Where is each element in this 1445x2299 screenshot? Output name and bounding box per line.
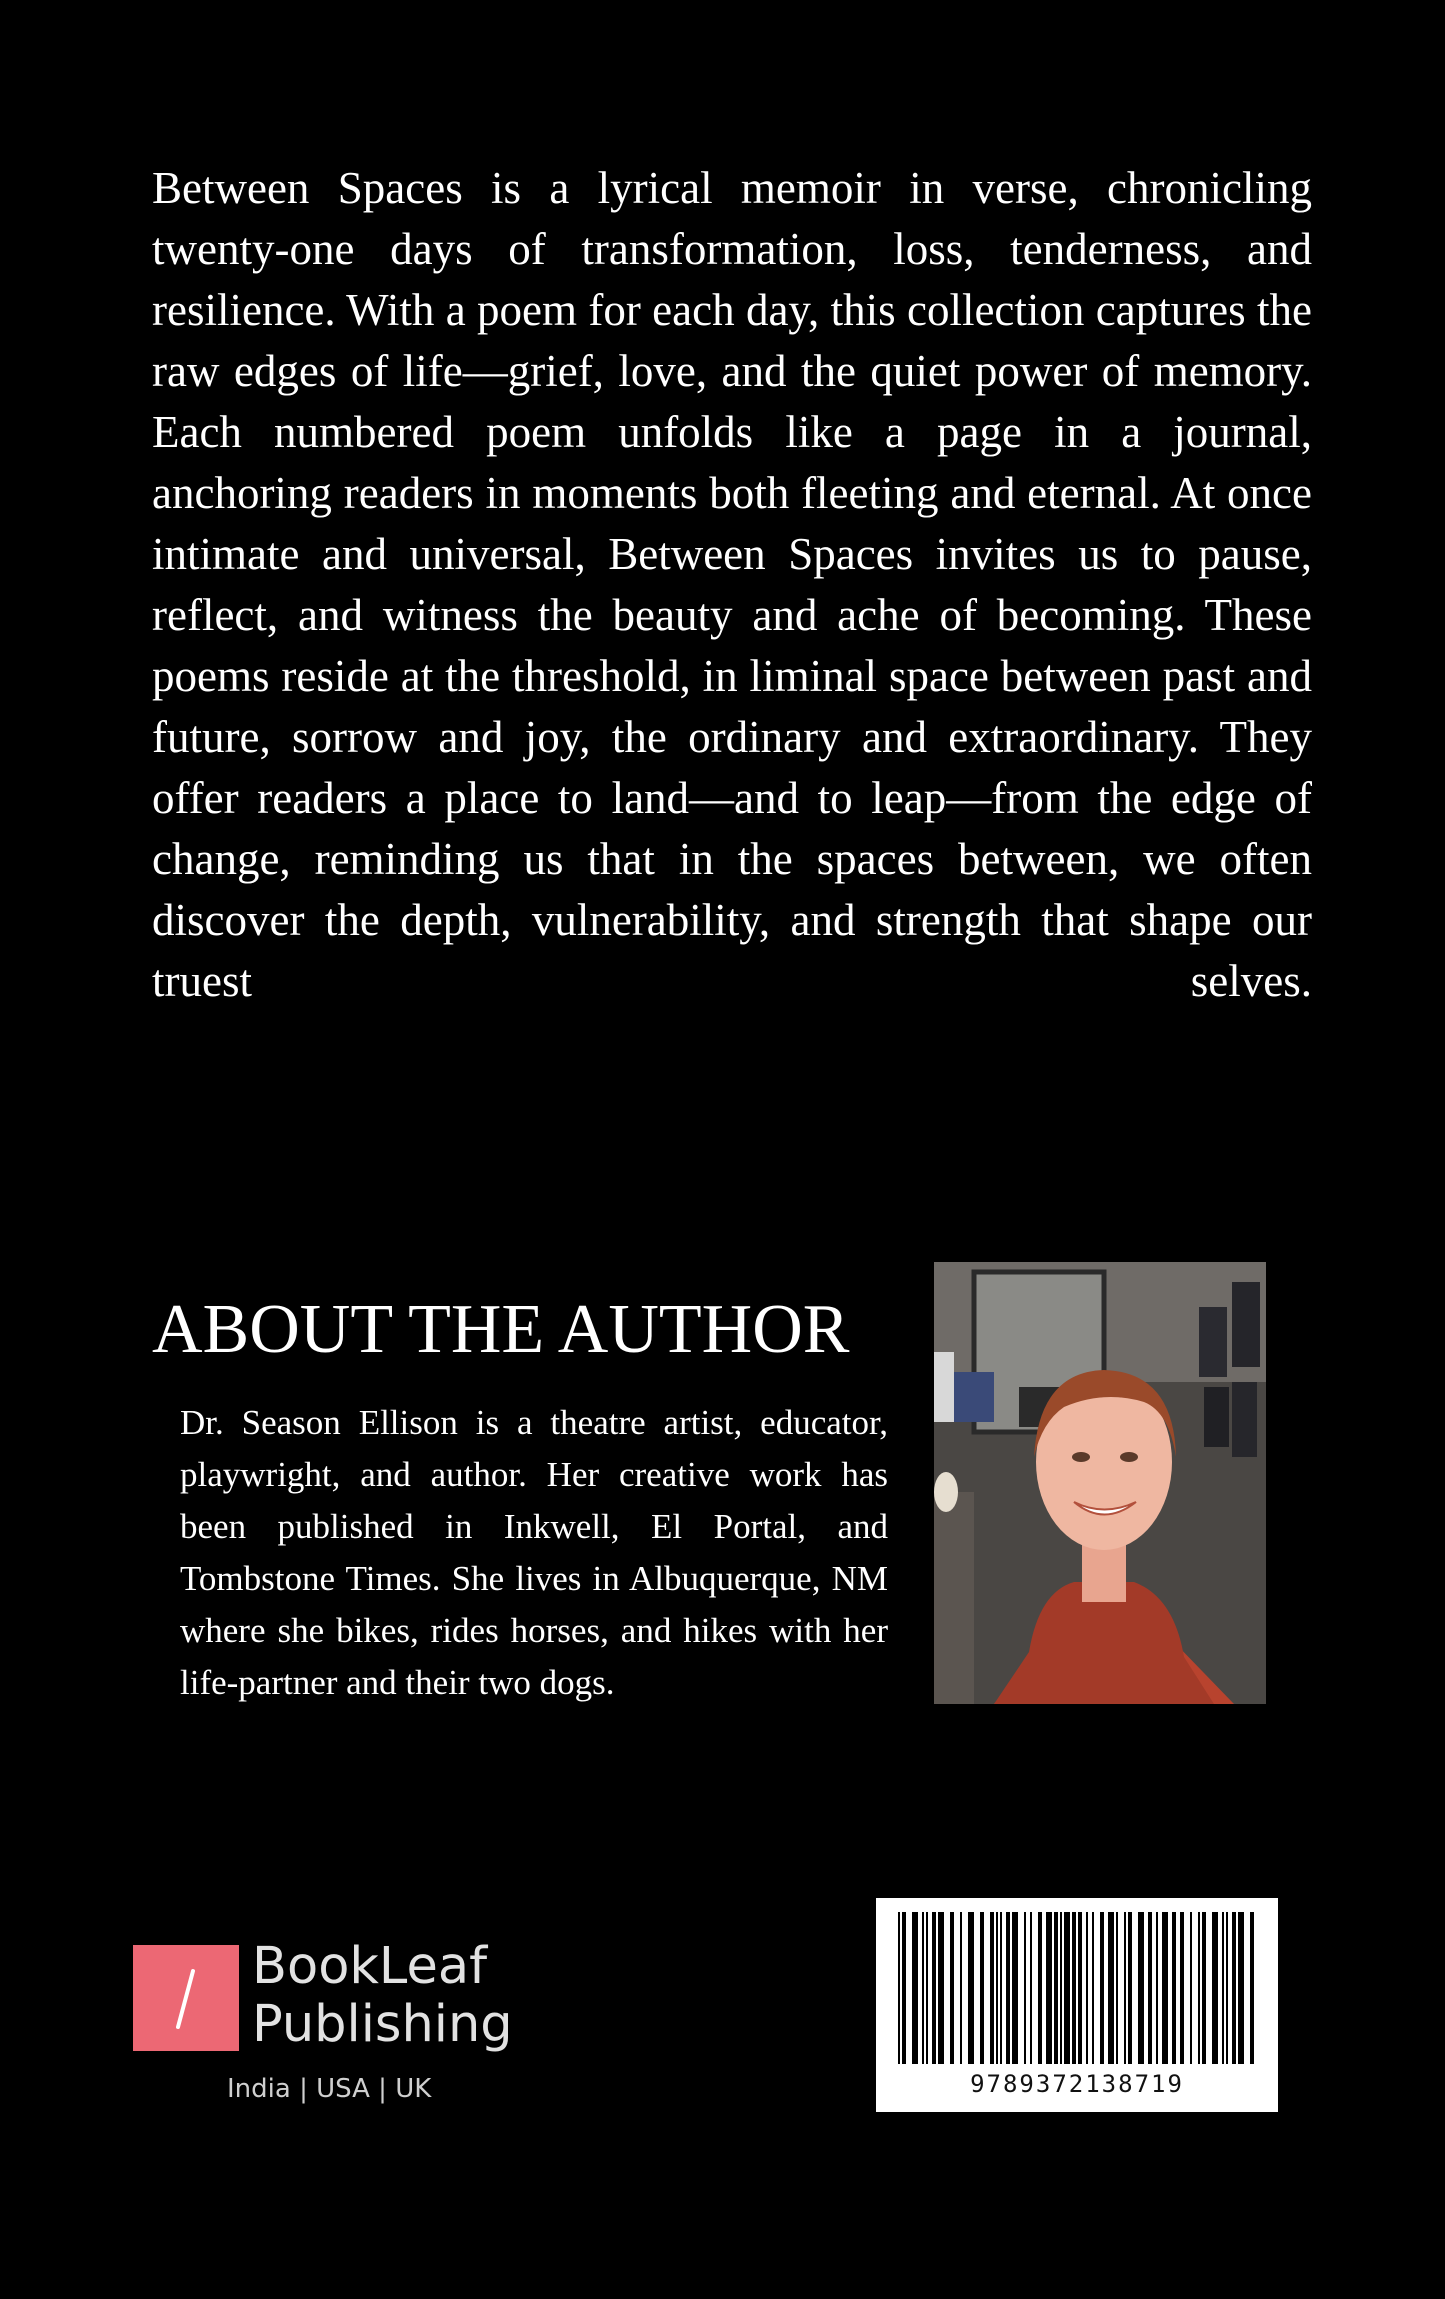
barcode-bar [1064,1912,1070,2064]
barcode-bar [1162,1912,1168,2064]
isbn-number: 9789372138719 [970,2070,1184,2098]
barcode-bar [1024,1912,1026,2064]
barcode-bar [1124,1912,1126,2064]
barcode-bar [1250,1912,1254,2064]
barcode-bar [1006,1912,1010,2064]
barcode-bar [926,1912,928,2064]
barcode-bar [1012,1912,1018,2064]
barcode-bar [1060,1912,1062,2064]
barcode-bar [1156,1912,1158,2064]
barcode-bar [1180,1912,1184,2064]
barcode-bar [1238,1912,1244,2064]
barcode-bar [938,1912,944,2064]
barcode-bar [1116,1912,1118,2064]
barcode-bar [950,1912,954,2064]
back-cover-blurb: Between Spaces is a lyrical memoir in verse, chronicling twenty-one days of transformation, loss, tenderness, and resilience. With a poem for each day, this collection captures the raw edges of life—grief, love, and the quiet power of memory. Each numbered poem unfolds like a page in a journal, anchoring readers in moments both fleeting and eternal. At once intimate and universal, Between Spaces invites us to pause, reflect, and witness the beauty and ache of becoming. These poems reside at the threshold, in liminal space between past and future, sorrow and joy, the ordinary and extraordinary. They offer readers a place to land—and to leap—from the edge of change, reminding us that in the spaces between, we often discover the depth, vulnerability, and strength that shape our truest selves. [152,163,1312,1006]
barcode-bar [1202,1912,1206,2064]
barcode-bar [1148,1912,1152,2064]
barcode-bar [1212,1912,1218,2064]
barcode-bar [1086,1912,1088,2064]
barcode-bar [912,1912,918,2064]
barcode-bar [968,1912,974,2064]
barcode-bar [1138,1912,1144,2064]
barcode-bar [922,1912,924,2064]
barcode-bar [1222,1912,1224,2064]
barcode-bar [1072,1912,1076,2064]
barcode-bar [1190,1912,1192,2064]
barcode-bar [1100,1912,1104,2064]
author-photo [934,1262,1266,1704]
barcode-bar [1172,1912,1176,2064]
barcode-bar [932,1912,936,2064]
author-bio: Dr. Season Ellison is a theatre artist, educator, playwright, and author. Her creative work has been published in Inkwell, El Portal, and Tombstone Times. She lives in Albuquerque, NM where she bikes, rides horses, and hikes with her life-partner and their two dogs. [180,1403,888,1702]
barcode-bar [990,1912,994,2064]
barcode-bar [902,1912,906,2064]
barcode-bar [1038,1912,1042,2064]
publisher-logo-mark [133,1945,239,2051]
barcode-bar [898,1912,900,2064]
about-author-heading: ABOUT THE AUTHOR [152,1291,850,1368]
isbn-barcode [876,1898,1278,2112]
barcode-bar [1108,1912,1114,2064]
publisher-name-line1: BookLeaf [252,1937,488,1996]
barcode-bar [1092,1912,1094,2064]
barcode-bar [980,1912,984,2064]
barcode-bar [1128,1912,1132,2064]
barcode-bar [1078,1912,1082,2064]
barcode-bar [1046,1912,1052,2064]
barcode-bar [996,1912,998,2064]
barcode-bar [1198,1912,1200,2064]
publisher-name-line2: Publishing [252,1995,513,2054]
barcode-bar [1054,1912,1058,2064]
publisher-regions: India | USA | UK [227,2074,432,2104]
publisher-name [252,1938,513,2054]
barcode-bar [1030,1912,1032,2064]
barcode-bar [1000,1912,1002,2064]
barcode-bar [1232,1912,1236,2064]
barcode-bar [1226,1912,1228,2064]
barcode-bar [960,1912,962,2064]
